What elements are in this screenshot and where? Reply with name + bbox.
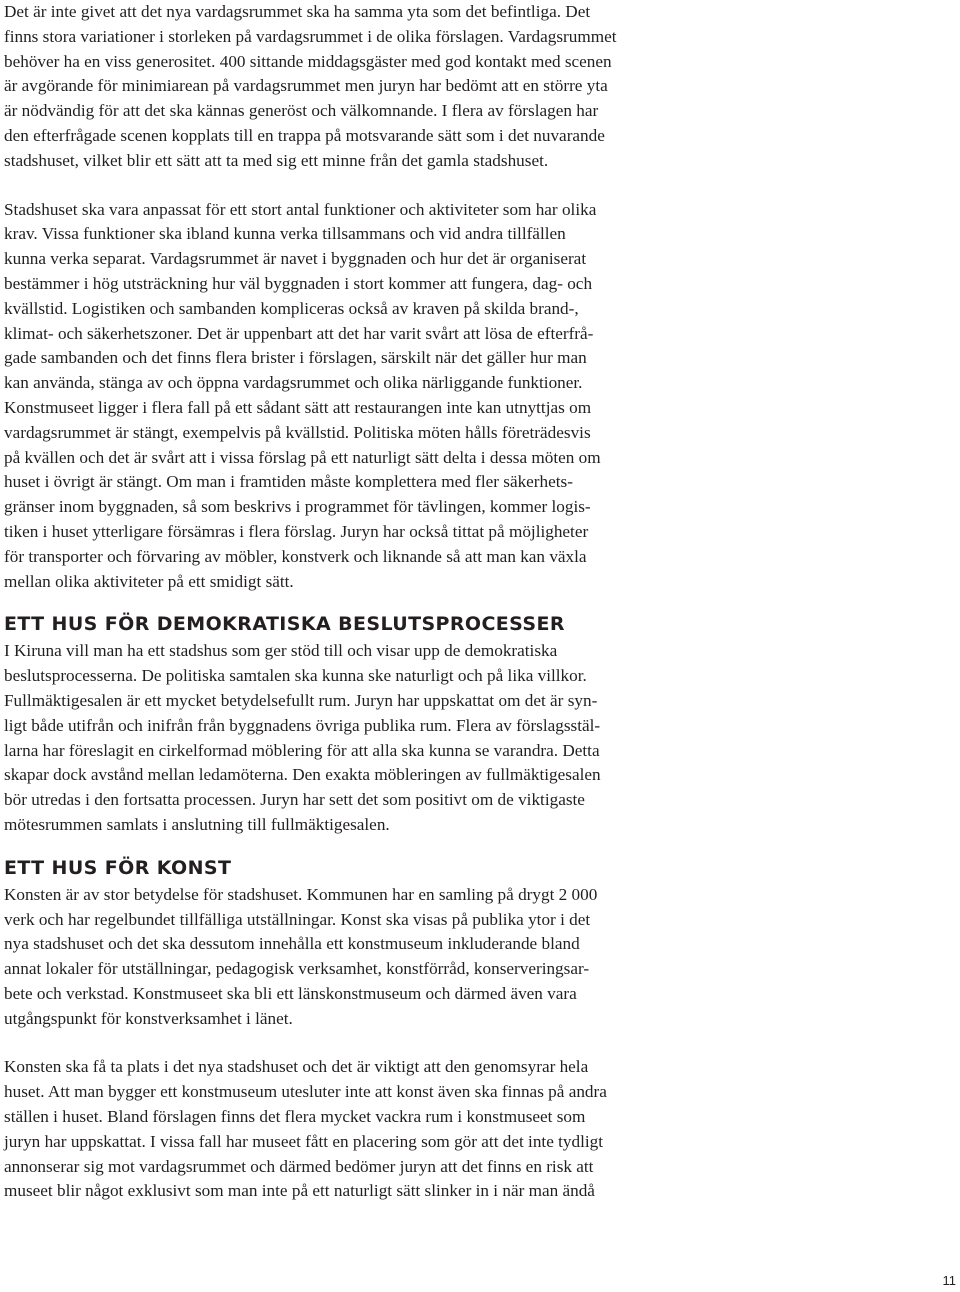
paragraph-gap xyxy=(4,174,694,198)
text-line: annonserar sig mot vardagsrummet och därmed bedömer juryn att det finns en risk att xyxy=(4,1156,594,1176)
text-line: ställen i huset. Bland förslagen finns det flera mycket vackra rum i konstmuseet som xyxy=(4,1107,586,1127)
text-line: kan använda, stänga av och öppna vardagsrummet och olika närliggande funktioner. xyxy=(4,373,583,393)
text-line: kunna verka separat. Vardagsrummet är navet i byggnaden och hur det är organiserat xyxy=(4,249,587,269)
text-line: gränser inom byggnaden, så som beskrivs i programmet för tävlingen, kommer logis- xyxy=(4,497,591,517)
text-line: beslutsprocesserna. De politiska samtalen ska kunna ske naturligt och på lika villkor. xyxy=(4,666,587,686)
text-line: för transporter och förvaring av möbler, konstverk och liknande så att man kan växla xyxy=(4,546,587,566)
text-line: skapar dock avstånd mellan ledamöterna. Den exakta möbleringen av fullmäktigesalen xyxy=(4,765,601,785)
paragraph-1 xyxy=(4,0,694,174)
text-line: bör utredas i den fortsatta processen. Juryn har sett det som positivt om de viktigaste xyxy=(4,790,585,810)
text-line: I Kiruna vill man ha ett stadshus som ger stöd till och visar upp de demokratiska xyxy=(4,641,558,661)
paragraph-democracy xyxy=(4,639,694,837)
text-line: krav. Vissa funktioner ska ibland kunna verka tillsammans och vid andra tillfällen xyxy=(4,224,566,244)
text-line: bestämmer i hög utsträckning hur väl byggnaden i stort kommer att fungera, dag- och xyxy=(4,273,593,293)
text-line: vardagsrummet är stängt, exempelvis på kvällstid. Politiska möten hålls företrädesvis xyxy=(4,422,591,442)
text-line: Konsten ska få ta plats i det nya stadshuset och det är viktigt att den genomsyrar hela xyxy=(4,1057,589,1077)
text-line: Stadshuset ska vara anpassat för ett stort antal funktioner och aktiviteter som har olika xyxy=(4,199,597,219)
text-line: mellan olika aktiviteter på ett smidigt sätt. xyxy=(4,571,294,591)
text-line: ligt både utifrån och inifrån från byggnadens övriga publika rum. Flera av förslagsstäl- xyxy=(4,715,601,735)
text-line: gade sambanden och det finns flera brister i förslagen, särskilt när det gäller hur man xyxy=(4,348,587,368)
section-heading-democracy: ETT HUS FÖR DEMOKRATISKA BESLUTSPROCESSER xyxy=(4,613,565,636)
paragraph-2 xyxy=(4,198,694,595)
paragraph-art-1 xyxy=(4,883,694,1032)
text-line: utgångspunkt för konstverksamhet i länet. xyxy=(4,1008,293,1028)
text-line: larna har föreslagit en cirkelformad möblering för att alla ska kunna se varandra. Detta xyxy=(4,740,600,760)
text-line: är nödvändig för att det ska kännas generöst och välkomnande. I flera av förslagen har xyxy=(4,101,599,121)
text-line: nya stadshuset och det ska dessutom innehålla ett konstmuseum inkluderande bland xyxy=(4,934,580,954)
text-line: Konsten är av stor betydelse för stadshuset. Kommunen har en samling på drygt 2 000 xyxy=(4,884,598,904)
section-heading-art: ETT HUS FÖR KONST xyxy=(4,856,232,879)
text-line: Det är inte givet att det nya vardagsrummet ska ha samma yta som det befintliga. Det xyxy=(4,2,591,21)
text-line: juryn har uppskattat. I vissa fall har museet fått en placering som gör att det inte tydligt xyxy=(4,1131,604,1151)
paragraph-art-2 xyxy=(4,1055,694,1204)
text-line: Fullmäktigesalen är ett mycket betydelsefullt rum. Juryn har uppskattat om det är syn- xyxy=(4,690,598,710)
document-page xyxy=(4,0,694,1204)
text-line: annat lokaler för utställningar, pedagogisk verksamhet, konstförråd, konserveringsar- xyxy=(4,959,590,979)
text-line: klimat- och säkerhetszoner. Det är uppenbart att det har varit svårt att lösa de efterfrå- xyxy=(4,323,594,343)
text-line: den efterfrågade scenen kopplats till en trappa på motsvarande sätt som i det nuvarande xyxy=(4,125,605,145)
text-line: är avgörande för minimiarean på vardagsrummet men juryn har bedömt att en större yta xyxy=(4,76,608,96)
text-line: stadshuset, vilket blir ett sätt att ta med sig ett minne från det gamla stadshuset. xyxy=(4,150,549,170)
text-line: finns stora variationer i storleken på vardagsrummet i de olika förslagen. Vardagsrummet xyxy=(4,26,617,46)
paragraph-gap xyxy=(4,1031,694,1055)
text-line: huset. Att man bygger ett konstmuseum utesluter inte att konst även ska finnas på andra xyxy=(4,1082,607,1102)
text-line: bete och verkstad. Konstmuseet ska bli ett länskonstmuseum och därmed även vara xyxy=(4,983,577,1003)
text-line: på kvällen och det är svårt att i vissa förslag på ett naturligt sätt delta i dessa möten om xyxy=(4,447,601,467)
text-line: Konstmuseet ligger i flera fall på ett sådant sätt att restaurangen inte kan utnyttjas om xyxy=(4,397,592,417)
text-line: verk och har regelbundet tillfälliga utställningar. Konst ska visas på publika ytor i det xyxy=(4,909,591,929)
text-line: tiken i huset ytterligare försämras i flera förslag. Juryn har också tittat på möjligheter xyxy=(4,521,589,541)
text-line: mötesrummen samlats i anslutning till fullmäktigesalen. xyxy=(4,814,390,834)
text-line: museet blir något exklusivt som man inte på ett naturligt sätt slinker in i när man ändå xyxy=(4,1181,595,1201)
text-line: huset i övrigt är stängt. Om man i framtiden måste komplettera med fler säkerhets- xyxy=(4,472,573,492)
text-line: kvällstid. Logistiken och sambanden kompliceras också av kraven på skilda brand-, xyxy=(4,298,579,318)
text-line: behöver ha en viss generositet. 400 sittande middagsgäster med god kontakt med scenen xyxy=(4,51,612,71)
page-number: 11 xyxy=(942,1273,956,1288)
